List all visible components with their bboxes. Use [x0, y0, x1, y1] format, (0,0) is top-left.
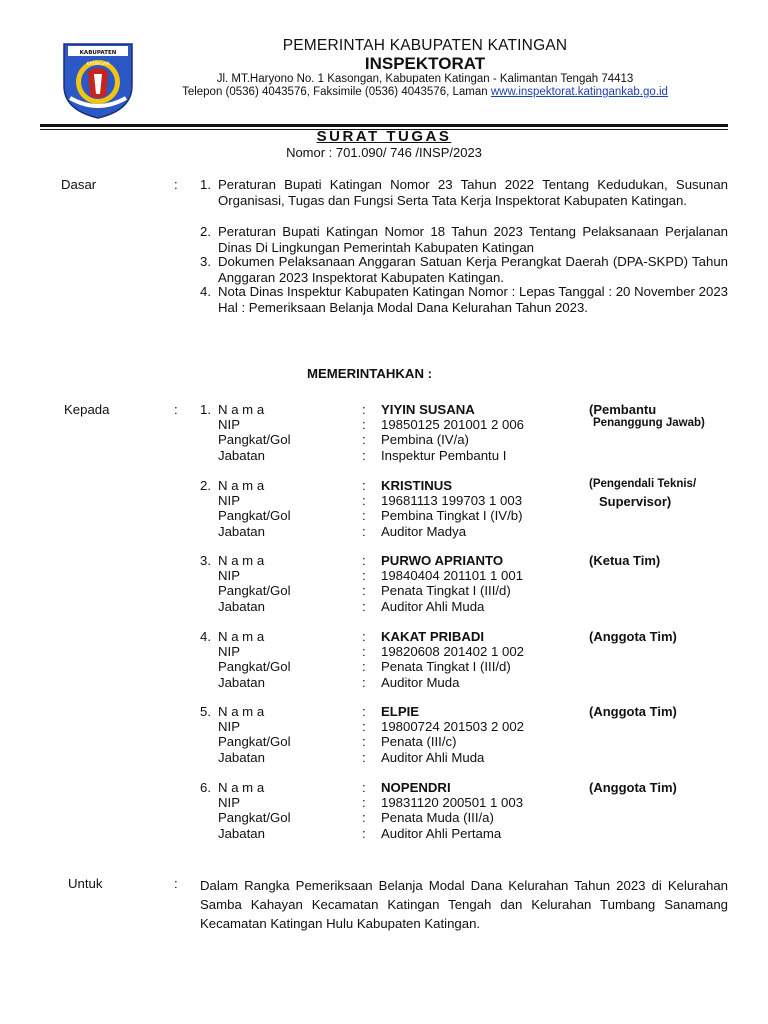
untuk-label: Untuk	[68, 876, 103, 891]
dasar-item-number: 1.	[200, 177, 211, 192]
field-value-nama: YIYIN SUSANA	[381, 402, 475, 417]
field-label-nama: N a m a	[218, 478, 265, 493]
field-value-nip: 19820608 201402 1 002	[381, 644, 525, 660]
dasar-item-text: Peraturan Bupati Katingan Nomor 23 Tahun 2022 Tentang Kedudukan, Susunan Organisasi, Tugas dan Fungsi Serta Tata Kerja Inspektorat Kabupaten Katingan.	[218, 177, 728, 208]
field-colon: :	[362, 568, 366, 584]
office-address: Jl. MT.Haryono No. 1 Kasongan, Kabupaten Katingan - Kalimantan Tengah 74413	[216, 73, 634, 85]
field-value-nama: KAKAT PRIBADI	[381, 629, 485, 644]
field-value-nama: ELPIE	[381, 704, 420, 719]
field-value-nip: 19850125 201001 2 006	[381, 417, 525, 433]
assignee-number: 1.	[200, 402, 211, 417]
field-value-pangkat: Penata Muda (III/a)	[381, 810, 494, 826]
dasar-item	[200, 224, 728, 255]
dasar-item-text: Nota Dinas Inspektur Kabupaten Katingan Nomor : Lepas Tanggal : 20 November 2023 Hal : Pemeriksaan Belanja Modal Dana Kelurahan Tahun 2023.	[218, 284, 728, 315]
field-label-pangkat: Pangkat/Gol	[218, 508, 291, 524]
field-label-nip: NIP	[218, 795, 240, 811]
field-colon: :	[362, 402, 366, 417]
field-colon: :	[362, 644, 366, 660]
assignee-role: (Anggota Tim)	[589, 704, 677, 719]
field-label-jabatan: Jabatan	[218, 825, 265, 841]
field-label-pangkat: Pangkat/Gol	[218, 659, 291, 675]
dasar-colon: :	[174, 177, 178, 192]
field-colon: :	[362, 629, 366, 644]
field-colon: :	[362, 659, 366, 675]
assignee-number: 2.	[200, 478, 211, 493]
field-label-nama: N a m a	[218, 704, 265, 719]
field-label-nip: NIP	[218, 493, 240, 509]
field-colon: :	[362, 598, 366, 614]
field-colon: :	[362, 447, 366, 463]
field-colon: :	[362, 523, 366, 539]
website-link[interactable]: www.inspektorat.katingankab.go.id	[490, 86, 668, 98]
field-colon: :	[362, 780, 366, 795]
kepada-colon: :	[174, 402, 178, 417]
field-label-pangkat: Pangkat/Gol	[218, 734, 291, 750]
field-colon: :	[362, 478, 366, 493]
field-colon: :	[362, 508, 366, 524]
field-label-nama: N a m a	[218, 780, 265, 795]
untuk-text: Dalam Rangka Pemeriksaan Belanja Modal Dana Kelurahan Tahun 2023 di Kelurahan Samba Kahayan Kecamatan Katingan Tengah dan Kelurahan Tumbang Sanamang Kecamatan Katingan Hulu Kabupaten Katingan.	[200, 878, 728, 931]
field-colon: :	[362, 674, 366, 690]
field-label-nip: NIP	[218, 417, 240, 433]
assignee-role-cont: Supervisor)	[599, 494, 672, 509]
field-colon: :	[362, 417, 366, 433]
dasar-item-number: 3.	[200, 254, 211, 269]
svg-text:KATINGAN: KATINGAN	[86, 62, 110, 67]
document-title: SURAT TUGAS	[316, 128, 452, 145]
field-value-jabatan: Auditor Ahli Muda	[381, 598, 485, 614]
field-value-pangkat: Pembina Tingkat I (IV/b)	[381, 508, 523, 524]
katingan-regency-logo	[60, 38, 136, 120]
field-label-pangkat: Pangkat/Gol	[218, 810, 291, 826]
field-value-nip: 19800724 201503 2 002	[381, 719, 525, 735]
field-label-jabatan: Jabatan	[218, 523, 265, 539]
agency-name: INSPEKTORAT	[364, 54, 486, 73]
field-value-jabatan: Inspektur Pembantu I	[381, 447, 507, 463]
dasar-item-text: Dokumen Pelaksanaan Anggaran Satuan Kerja Perangkat Daerah (DPA-SKPD) Tahun Anggaran 2023 Inspektorat Kabupaten Katingan.	[218, 254, 728, 285]
field-label-nip: NIP	[218, 719, 240, 735]
assignee-role-cont: Penanggung Jawab)	[593, 417, 705, 429]
field-value-nama: PURWO APRIANTO	[381, 553, 504, 568]
field-colon: :	[362, 432, 366, 448]
dasar-item	[200, 177, 728, 208]
field-label-nip: NIP	[218, 644, 240, 660]
field-label-nama: N a m a	[218, 629, 265, 644]
field-label-nama: N a m a	[218, 402, 265, 417]
header-rule-thick	[40, 124, 728, 127]
field-value-nip: 19831120 200501 1 003	[381, 795, 524, 811]
dasar-item	[200, 284, 728, 315]
government-name: PEMERINTAH KABUPATEN KATINGAN	[282, 37, 568, 54]
assignee-number: 5.	[200, 704, 211, 719]
field-value-jabatan: Auditor Ahli Muda	[381, 749, 485, 765]
field-colon: :	[362, 719, 366, 735]
field-value-nip: 19840404 201101 1 001	[381, 568, 524, 584]
assignee-number: 4.	[200, 629, 211, 644]
svg-text:KABUPATEN: KABUPATEN	[79, 50, 117, 56]
kepada-label: Kepada	[64, 402, 110, 417]
field-label-jabatan: Jabatan	[218, 674, 265, 690]
field-colon: :	[362, 825, 366, 841]
field-value-pangkat: Pembina (IV/a)	[381, 432, 469, 448]
dasar-item-text: Peraturan Bupati Katingan Nomor 18 Tahun 2023 Tentang Pelaksanaan Perjalanan Dinas Di Lingkungan Pemerintah Kabupaten Katingan	[218, 224, 728, 255]
assignee-number: 6.	[200, 780, 211, 795]
assignee-role: (Anggota Tim)	[589, 629, 677, 644]
document-number: Nomor : 701.090/ 746 /INSP/2023	[286, 145, 482, 160]
assignee-number: 3.	[200, 553, 211, 568]
field-colon: :	[362, 795, 366, 811]
field-value-pangkat: Penata Tingkat I (III/d)	[381, 659, 511, 675]
phone-fax: Telepon (0536) 4043576, Faksimile (0536) 4043576, Laman	[182, 86, 488, 98]
field-colon: :	[362, 583, 366, 599]
assignee-role: (Ketua Tim)	[589, 553, 661, 568]
field-colon: :	[362, 553, 366, 568]
field-value-nip: 19681113 199703 1 003	[381, 493, 523, 509]
field-value-nama: NOPENDRI	[381, 780, 451, 795]
field-colon: :	[362, 749, 366, 765]
field-value-pangkat: Penata (III/c)	[381, 734, 457, 750]
field-colon: :	[362, 493, 366, 509]
field-label-pangkat: Pangkat/Gol	[218, 432, 291, 448]
field-value-jabatan: Auditor Madya	[381, 523, 467, 539]
assignee-role: (Pembantu	[589, 402, 657, 417]
field-label-jabatan: Jabatan	[218, 749, 265, 765]
field-value-jabatan: Auditor Muda	[381, 674, 460, 690]
field-label-nama: N a m a	[218, 553, 265, 568]
field-label-pangkat: Pangkat/Gol	[218, 583, 291, 599]
dasar-item-number: 4.	[200, 284, 211, 299]
dasar-label: Dasar	[61, 177, 97, 192]
dasar-item-number: 2.	[200, 224, 211, 239]
assignee-role: (Pengendali Teknis/	[589, 478, 697, 490]
field-value-pangkat: Penata Tingkat I (III/d)	[381, 583, 511, 599]
untuk-colon: :	[174, 876, 178, 891]
field-colon: :	[362, 704, 366, 719]
field-colon: :	[362, 734, 366, 750]
contact-line	[140, 86, 710, 98]
field-value-nama: KRISTINUS	[381, 478, 453, 493]
field-label-nip: NIP	[218, 568, 240, 584]
field-colon: :	[362, 810, 366, 826]
field-label-jabatan: Jabatan	[218, 447, 265, 463]
dasar-item	[200, 254, 728, 285]
memerintahkan-heading: MEMERINTAHKAN :	[307, 366, 433, 381]
assignee-role: (Anggota Tim)	[589, 780, 677, 795]
field-value-jabatan: Auditor Ahli Pertama	[381, 825, 502, 841]
field-label-jabatan: Jabatan	[218, 598, 265, 614]
